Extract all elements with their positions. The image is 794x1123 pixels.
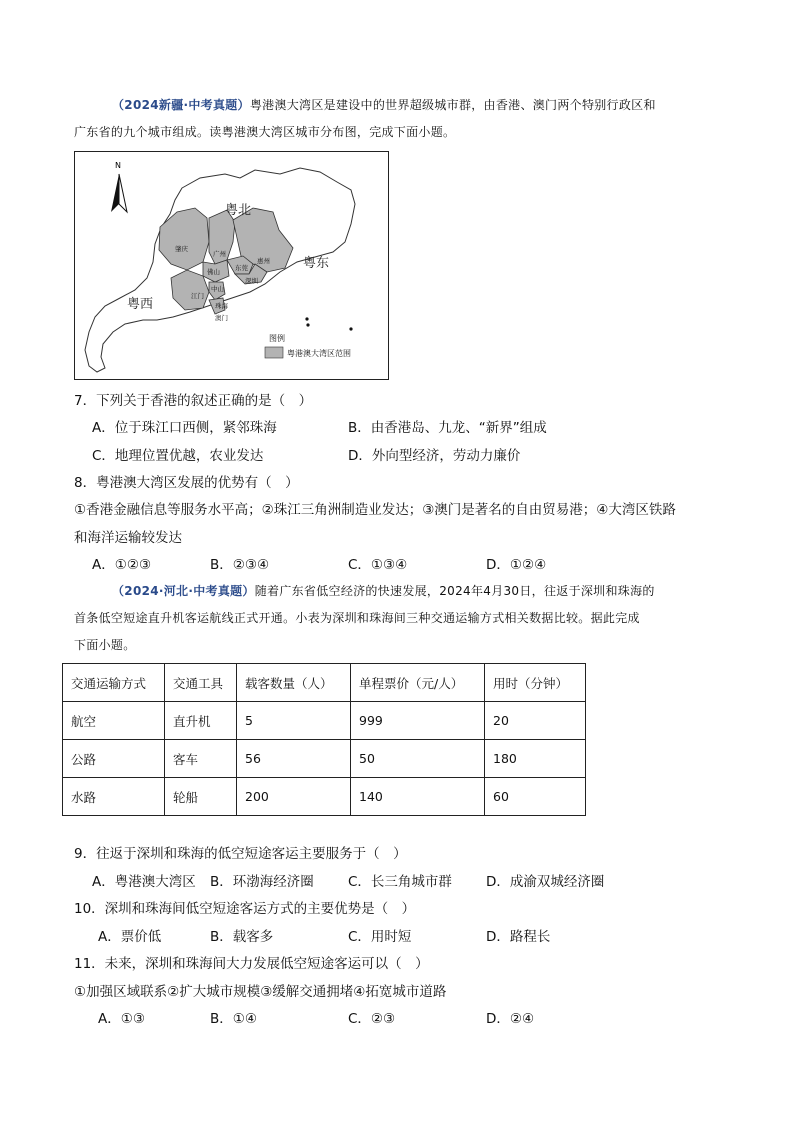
label-zhuhai: 珠海	[215, 302, 228, 310]
q7-option-c[interactable]: C．地理位置优越，农业发达	[92, 448, 264, 464]
intro-2-line-2: 首条低空短途直升机客运航线正式开通。小表为深圳和珠海间三种交通运输方式相关数据比较。据此完成	[74, 611, 640, 625]
source-tag-2: （2024·河北·中考真题）	[112, 584, 255, 598]
q8-option-b[interactable]: B．②③④	[210, 557, 270, 573]
q7-option-a[interactable]: A．位于珠江口西侧，紧邻珠海	[92, 420, 277, 436]
q9-stem: 9．往返于深圳和珠海的低空短途客运主要服务于（ ）	[74, 846, 407, 862]
table-cell: 水路	[63, 778, 165, 816]
table-cell: 轮船	[165, 778, 237, 816]
table-cell: 20	[485, 702, 586, 740]
q9-option-b[interactable]: B．环渤海经济圈	[210, 874, 314, 890]
source-tag-1: （2024新疆·中考真题）	[112, 98, 250, 112]
transport-table	[62, 663, 586, 816]
table-cell: 直升机	[165, 702, 237, 740]
table-cell: 客车	[165, 740, 237, 778]
q10-option-b[interactable]: B．载客多	[210, 929, 274, 945]
label-guangzhou: 广州	[213, 250, 226, 258]
q10-option-a[interactable]: A．票价低	[98, 929, 162, 945]
q11-option-c[interactable]: C．②③	[348, 1011, 396, 1027]
table-row	[63, 778, 586, 816]
q11-statement: ①加强区域联系②扩大城市规模③缓解交通拥堵④拓宽城市道路	[74, 984, 447, 1000]
q11-option-b[interactable]: B．①④	[210, 1011, 257, 1027]
q8-option-d[interactable]: D．①②④	[486, 557, 547, 573]
q9-option-a[interactable]: A．粤港澳大湾区	[92, 874, 196, 890]
intro-2-line-3: 下面小题。	[74, 638, 136, 652]
q7-option-d[interactable]: D．外向型经济，劳动力廉价	[348, 448, 521, 464]
q11-stem: 11．未来，深圳和珠海间大力发展低空短途客运可以（ ）	[74, 956, 429, 972]
q10-option-c[interactable]: C．用时短	[348, 929, 412, 945]
q11-option-a[interactable]: A．①③	[98, 1011, 145, 1027]
label-foshan: 佛山	[207, 268, 220, 276]
region-yuebei: 粤北	[225, 203, 252, 218]
table-cell: 999	[351, 702, 485, 740]
table-header: 载客数量（人）	[237, 664, 351, 702]
table-row	[63, 702, 586, 740]
label-zhaoqing: 肇庆	[175, 245, 188, 253]
q9-option-d[interactable]: D．成渝双城经济圈	[486, 874, 605, 890]
table-cell: 60	[485, 778, 586, 816]
intro-1-line-2: 广东省的九个城市组成。读粤港澳大湾区城市分布图，完成下面小题。	[74, 125, 456, 139]
q10-option-d[interactable]: D．路程长	[486, 929, 551, 945]
q9-option-c[interactable]: C．长三角城市群	[348, 874, 452, 890]
table-cell: 200	[237, 778, 351, 816]
label-huizhou: 惠州	[257, 257, 270, 265]
label-jiangmen: 江门	[191, 292, 204, 300]
q8-option-c[interactable]: C．①③④	[348, 557, 408, 573]
table-cell: 140	[351, 778, 485, 816]
north-label: N	[115, 161, 121, 170]
intro-1-line-1: （2024新疆·中考真题）粤港澳大湾区是建设中的世界超级城市群，由香港、澳门两个特别行政区和	[112, 98, 656, 112]
table-cell: 航空	[63, 702, 165, 740]
label-dongguan: 东莞	[235, 264, 248, 272]
label-zhongshan: 中山	[211, 285, 224, 293]
q8-statement-line-1: ①香港金融信息等服务水平高；②珠江三角洲制造业发达；③澳门是著名的自由贸易港；④大湾区铁路	[74, 502, 676, 518]
table-row	[63, 740, 586, 778]
legend-title: 图例	[269, 334, 285, 343]
label-macau: 澳门	[215, 314, 228, 322]
island-dot	[306, 323, 309, 326]
q8-stem: 8．粤港澳大湾区发展的优势有（ ）	[74, 475, 299, 491]
island-dot	[305, 317, 308, 320]
bay-area-map	[74, 151, 389, 380]
legend-swatch	[265, 347, 283, 358]
q7-option-b[interactable]: B．由香港岛、九龙、“新界”组成	[348, 420, 547, 436]
region-yuedong: 粤东	[303, 256, 330, 271]
table-header: 交通运输方式	[63, 664, 165, 702]
north-arrow-icon	[111, 174, 127, 212]
island-dot	[349, 327, 352, 330]
table-cell: 50	[351, 740, 485, 778]
table-cell: 56	[237, 740, 351, 778]
table-header: 单程票价（元/人）	[351, 664, 485, 702]
legend-label: 粤港澳大湾区范围	[287, 349, 351, 358]
table-header: 交通工具	[165, 664, 237, 702]
region-yuexi: 粤西	[127, 297, 154, 312]
q7-stem: 7．下列关于香港的叙述正确的是（ ）	[74, 393, 313, 409]
q10-stem: 10．深圳和珠海间低空短途客运方式的主要优势是（ ）	[74, 901, 416, 917]
table-cell: 5	[237, 702, 351, 740]
q11-option-d[interactable]: D．②④	[486, 1011, 535, 1027]
table-cell: 公路	[63, 740, 165, 778]
q8-statement-line-2: 和海洋运输较发达	[74, 530, 182, 546]
q8-option-a[interactable]: A．①②③	[92, 557, 152, 573]
intro-2-line-1: （2024·河北·中考真题）随着广东省低空经济的快速发展，2024年4月30日，往返于深圳和珠海的	[112, 584, 655, 598]
table-header-row	[63, 664, 586, 702]
table-header: 用时（分钟）	[485, 664, 586, 702]
table-cell: 180	[485, 740, 586, 778]
label-shenzhen: 深圳	[245, 277, 258, 285]
